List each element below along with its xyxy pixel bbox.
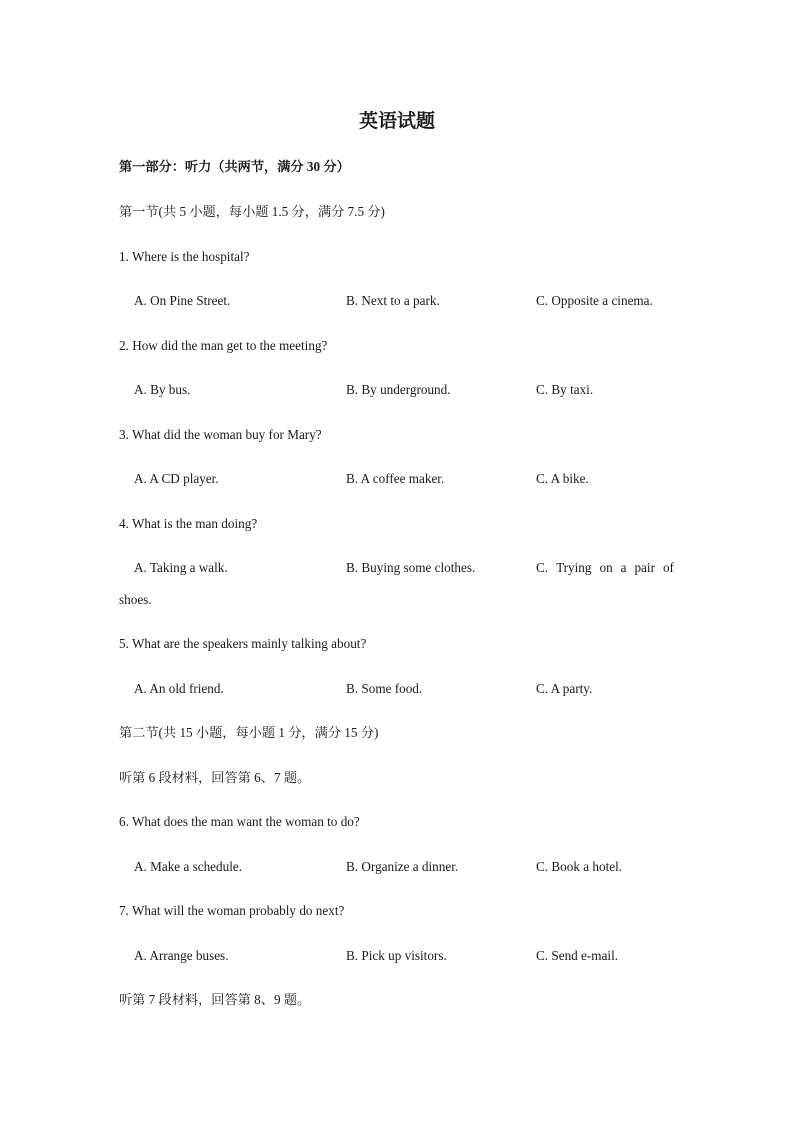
q4-option-c-word: C. (536, 560, 549, 575)
q4-option-c-word: pair (634, 560, 655, 575)
question-3: 3. What did the woman buy for Mary? (119, 427, 322, 442)
question-4: 4. What is the man doing? (119, 516, 258, 531)
q2-option-a: A. By bus. (134, 382, 191, 397)
part-heading: 第一部分：听力（共两节，满分 30 分） (119, 159, 350, 174)
material-note: 听第 6 段材料，回答第 6、7 题。 (119, 770, 311, 785)
question-2: 2. How did the man get to the meeting? (119, 338, 328, 353)
q7-option-a: A. Arrange buses. (134, 948, 229, 963)
question-6: 6. What does the man want the woman to do? (119, 814, 360, 829)
q6-option-a: A. Make a schedule. (134, 859, 243, 874)
q2-option-c: C. By taxi. (536, 382, 594, 397)
q3-option-a: A. A CD player. (134, 471, 219, 486)
material-note: 听第 7 段材料，回答第 8、9 题。 (119, 992, 311, 1007)
q4-option-c-continued: shoes. (119, 592, 152, 607)
section-heading: 第二节(共 15 小题，每小题 1 分，满分 15 分) (119, 725, 379, 740)
q5-option-a: A. An old friend. (134, 681, 224, 696)
q5-option-c: C. A party. (536, 681, 593, 696)
q4-option-c-word: of (662, 560, 674, 575)
question-7: 7. What will the woman probably do next? (119, 903, 345, 918)
question-5: 5. What are the speakers mainly talking about? (119, 636, 367, 651)
q3-option-b: B. A coffee maker. (346, 471, 445, 486)
q7-option-b: B. Pick up visitors. (346, 948, 447, 963)
q5-option-b: B. Some food. (346, 681, 423, 696)
q4-option-b: B. Buying some clothes. (346, 560, 476, 575)
exam-title: 英语试题 (358, 111, 435, 132)
q6-option-b: B. Organize a dinner. (346, 859, 459, 874)
q4-option-c (536, 559, 674, 577)
q4-option-c-word: on (599, 560, 613, 575)
q1-option-b: B. Next to a park. (346, 293, 440, 308)
q7-option-c: C. Send e-mail. (536, 948, 619, 963)
q1-option-a: A. On Pine Street. (134, 293, 231, 308)
question-1: 1. Where is the hospital? (119, 249, 250, 264)
q4-option-a: A. Taking a walk. (134, 560, 228, 575)
q4-option-c-word: a (620, 560, 627, 575)
q2-option-b: B. By underground. (346, 382, 451, 397)
section-heading: 第一节(共 5 小题，每小题 1.5 分，满分 7.5 分) (119, 204, 385, 219)
q4-option-c-word: Trying (556, 560, 592, 575)
q1-option-c: C. Opposite a cinema. (536, 293, 653, 308)
q6-option-c: C. Book a hotel. (536, 859, 623, 874)
q3-option-c: C. A bike. (536, 471, 589, 486)
